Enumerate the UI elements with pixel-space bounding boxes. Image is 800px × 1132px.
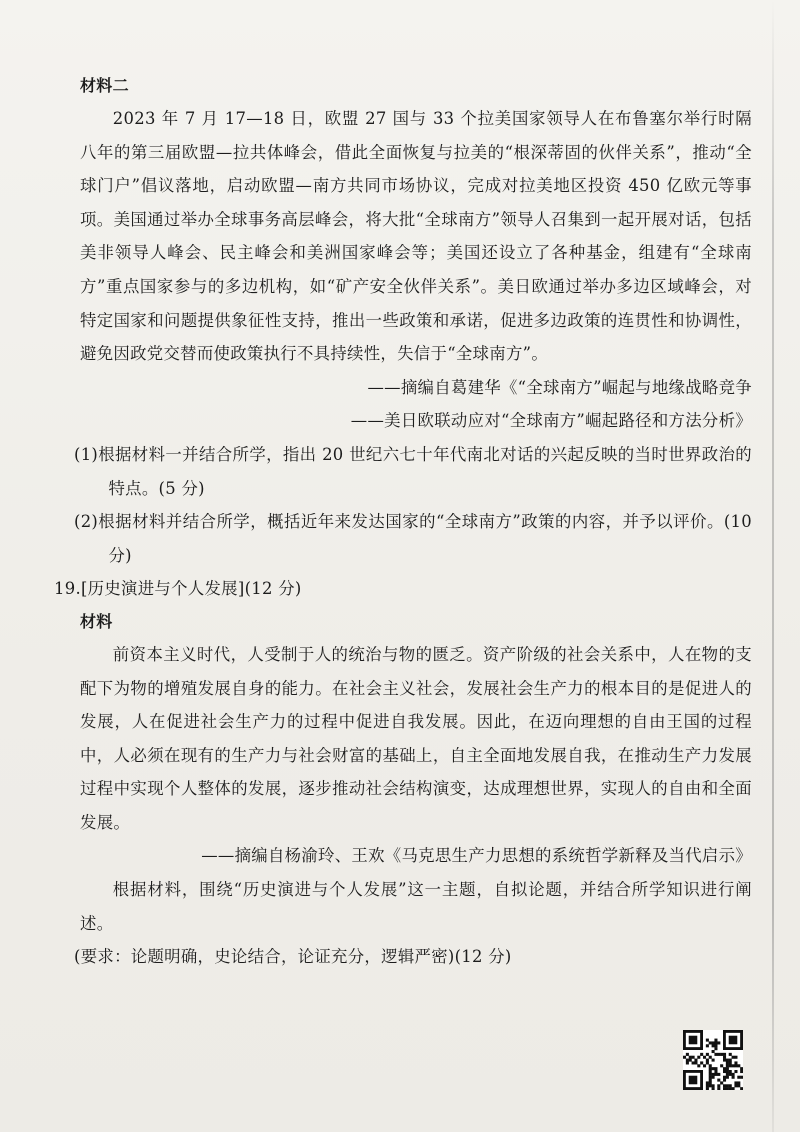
material2-source-line2: ——美日欧联动应对“全球南方”崛起路径和方法分析》 [350,411,752,431]
question-2: (2)根据材料并结合所学，概括近年来发达国家的“全球南方”政策的内容，并予以评价。(10 分) [74,512,752,565]
question-19-requirement: (要求：论题明确，史论结合，论证充分，逻辑严密)(12 分) [74,947,512,967]
material2-heading: 材料二 [80,76,129,95]
page-edge-shadow [772,0,774,1132]
question-19-instruction: 根据材料，围绕“历史演进与个人发展”这一主题，自拟论题，并结合所学知识进行阐述。 [80,880,752,933]
material2-paragraph: 2023 年 7 月 17—18 日，欧盟 27 国与 33 个拉美国家领导人在布鲁塞尔举行时隔八年的第三届欧盟—拉共体峰会，借此全面恢复与拉美的“根深蒂固的伙伴关系”，推动“全球门户”倡议落地，启动欧盟—南方共同市场协议，完成对拉美地区投资 450 亿欧元等事项。美国通过举办全球事务高层峰会，将大批“全球南方”领导人召集到一起开展对话，包括美非领导人峰会、民主峰会和美洲国家峰会等；美国还设立了各种基金，组建有“全球南方”重点国家参与的多边机构，如“矿产安全伙伴关系”。美日欧通过举办多边区域峰会，对特定国家和问题提供象征性支持，推出一些政策和承诺，促进多边政策的连贯性和协调性，避免因政党交替而使政策执行不具持续性，失信于“全球南方”。 [80,109,752,364]
question-19-material-heading: 材料 [80,611,113,631]
exam-content [54,70,752,974]
material2-source-line1: ——摘编自葛建华《“全球南方”崛起与地缘战略竞争 [367,377,752,397]
question-1: (1)根据材料一并结合所学，指出 20 世纪六七十年代南北对话的兴起反映的当时世界政治的特点。(5 分) [74,444,752,498]
question-19-source: ——摘编自杨渝玲、王欢《马克思生产力思想的系统哲学新释及当代启示》 [201,846,752,866]
question-19-paragraph: 前资本主义时代，人受制于人的统治与物的匮乏。资产阶级的社会关系中，人在物的支配下为物的增殖发展自身的能力。在社会主义社会，发展社会生产力的根本目的是促进人的发展，人在促进社会生产力的过程中促进自我发展。因此，在迈向理想的自由王国的过程中，人必须在现有的生产力与社会财富的基础上，自主全面地发展自我，在推动生产力发展过程中实现个人整体的发展，逐步推动社会结构演变，达成理想世界，实现人的自由和全面发展。 [80,644,752,832]
qr-code-icon [683,1030,743,1090]
question-19-title: 19.[历史演进与个人发展](12 分) [54,579,302,599]
